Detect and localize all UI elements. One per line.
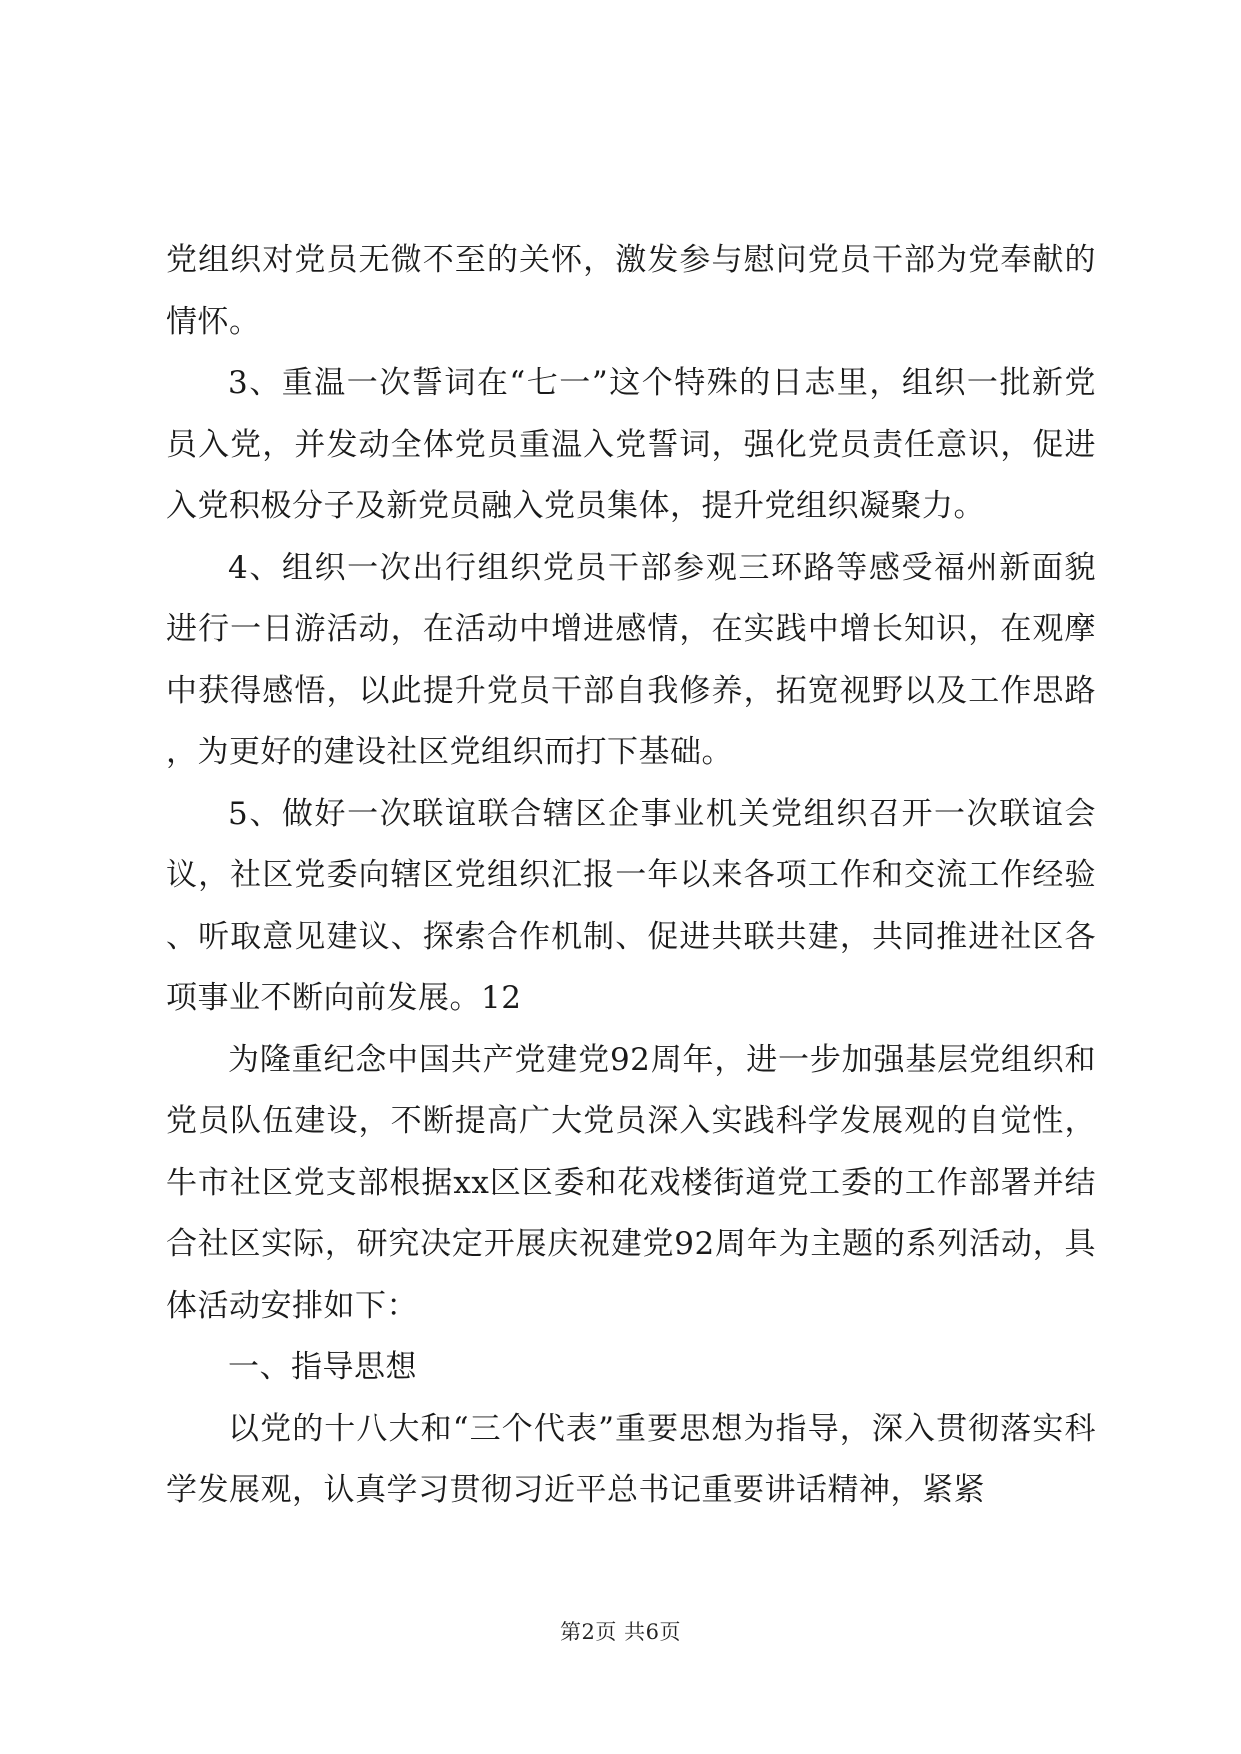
paragraph-2: 3、重温一次誓词在“七一”这个特殊的日志里，组织一批新党员入党，并发动全体党员重温入党誓词，强化党员责任意识，促进入党积极分子及新党员融入党员集体，提升党组织凝聚力。 [166, 365, 1096, 524]
paragraph-3: 4、组织一次出行组织党员干部参观三环路等感受福州新面貌进行一日游活动，在活动中增进感情，在实践中增长知识，在观摩中获得感悟，以此提升党员干部自我修养，拓宽视野以及工作思路，为更好的建设社区党组织而打下基础。 [166, 549, 1096, 770]
document-body [166, 230, 1096, 1522]
paragraph-4: 5、做好一次联谊联合辖区企事业机关党组织召开一次联谊会议，社区党委向辖区党组织汇报一年以来各项工作和交流工作经验、听取意见建议、探索合作机制、促进共联共建，共同推进社区各项事业不断向前发展。12 [166, 795, 1096, 1016]
paragraph-1: 党组织对党员无微不至的关怀，激发参与慰问党员干部为党奉献的情怀。 [166, 242, 1096, 340]
section-heading-guiding-ideology: 一、指导思想 [228, 1349, 417, 1385]
paragraph-6: 以党的十八大和“三个代表”重要思想为指导，深入贯彻落实科学发展观，认真学习贯彻习近平总书记重要讲话精神，紧紧 [166, 1410, 1096, 1508]
paragraph-5: 为隆重纪念中国共产党建党92周年，进一步加强基层党组织和党员队伍建设，不断提高广大党员深入实践科学发展观的自觉性，牛市社区党支部根据xx区区委和花戏楼街道党工委的工作部署并结合社区实际，研究决定开展庆祝建党92周年为主题的系列活动，具体活动安排如下： [166, 1041, 1096, 1324]
page-number-footer: 第2页 共6页 [560, 1620, 681, 1644]
